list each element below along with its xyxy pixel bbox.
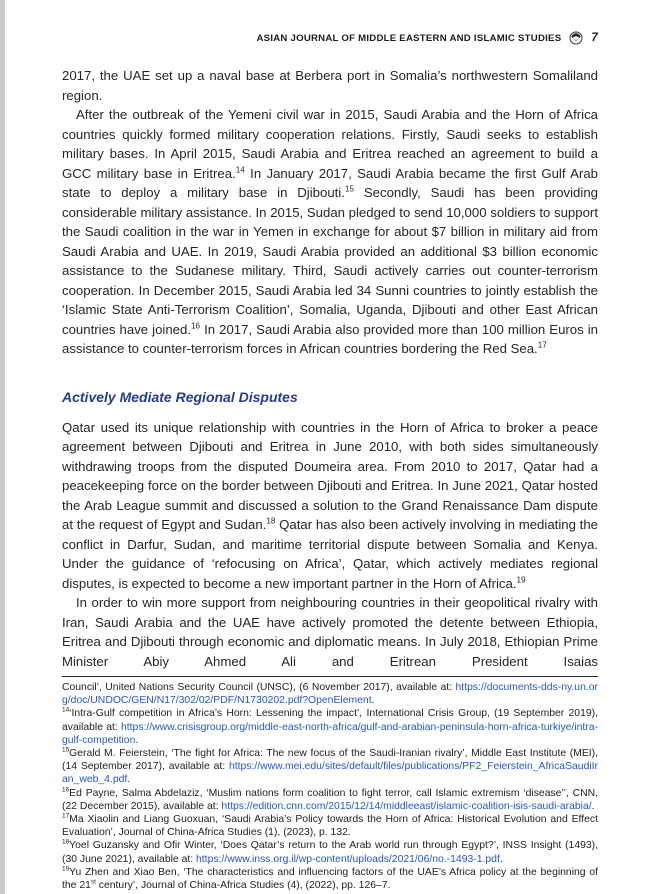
footnote-ref: 19 <box>62 865 70 873</box>
footnote: $^{16}$Ed Payne, Salma Abdelaziz, ‘Muslim nations form coalition to fight terror, call Islamic extremism ‘disease’’, CNN, (22 December 2015), available at: https://edition.cnn.com/2015/12/14/middleeast/islamic-coalition-isis-saudi-arabia/. <box>62 786 598 812</box>
footnote-link[interactable]: https://www.inss.org.il/wp-content/uploads/2021/06/no.-1493-1.pdf <box>196 853 500 865</box>
viewer-page-edge <box>0 0 5 894</box>
footnote-ref: 16 <box>62 786 70 794</box>
footnote: $^{17}$Ma Xiaolin and Liang Guoxuan, ‘Saudi Arabia’s Policy towards the Horn of Africa: Historical Evolution and Effect Evaluation’, Journal of China-Africa Studies (1), (2023), p. 132. <box>62 812 598 839</box>
paragraphs-after-heading <box>62 418 598 672</box>
footnote-separator <box>62 676 598 677</box>
section-heading: Actively Mediate Regional Disputes <box>62 388 298 405</box>
footnote: $^{18}$Yoel Guzansky and Ofir Winter, ‘Does Qatar’s return to the Arab world run through Egypt?’, INSS Insight (1493), (30 June 2021), available at: https://www.inss.org.il/wp-content/uploads/2021/06/no.-1493-1.pdf. <box>62 838 598 865</box>
footnote-ref: 16 <box>191 321 201 331</box>
footnote-link[interactable]: https://edition.cnn.com/2015/12/14/middleeast/islamic-coalition-isis-saudi-arabia/ <box>221 800 592 812</box>
footnote: $^{15}$Gerald M. Feierstein, ‘The fight for Africa: The new focus of the Saudi-Iranian rivalry’, Middle East Institute (MEI), (14 September 2017), available at: https://www.mei.edu/sites/default/files/publications/PF2_Feierstein_AfricaSaudiIran_web_4.pdf. <box>62 746 598 786</box>
footnote-ref: 15 <box>344 184 355 194</box>
footnote: $^{14}$‘Intra-Gulf competition in Africa’s Horn: Lessening the impact’, International Crisis Group, (19 September 2019), available at: https://www.crisisgroup.org/middle-east-north-africa/gulf-and-arabian-peninsula-horn-africa-turkiye/intra-gulf-competition. <box>62 706 598 746</box>
paragraphs-before-heading <box>62 66 598 359</box>
journal-logo-icon <box>569 31 583 45</box>
page-number: 7 <box>591 32 598 44</box>
footnote-link[interactable]: https://www.mei.edu/sites/default/files/publications/PF2_Feierstein_AfricaSaudiIran_web_4.pdf <box>62 761 598 786</box>
ordinal-suffix: st <box>90 878 96 886</box>
footnote-ref: 18 <box>62 838 70 846</box>
body-paragraph: After the outbreak of the Yemeni civil war in 2015, Saudi Arabia and the Horn of Africa countries quickly formed military cooperation relations. Firstly, Saudi seeks to establish military bases. In April 2015, Saudi Arabia and Eritrea reached an agreement to build a GCC military base in Eritrea.$^{14}$ In January 2017, Saudi Arabia became the first Gulf Arab state to deploy a military base in Djibouti.$^{15}$ Secondly, Saudi has been providing considerable military assistance. In 2015, Sudan pledged to send 10,000 soldiers to support the Saudi coalition in the war in Yemen in exchange for about $7 billion in military aid from Saudi Arabia and UAE. In 2019, Saudi Arabia provided an additional $3 billion economic assistance to the Sudanese military. Third, Saudi actively carries out counter-terrorism cooperation. In December 2015, Saudi Arabia led 34 Sunni countries to jointly establish the ‘Islamic State Anti-Terrorism Coalition’, Somalia, Uganda, Djibouti and other East African countries have joined.$^{16}$ In 2017, Saudi Arabia also provided more than 100 million Euros in assistance to counter-terrorism forces in African countries bordering the Red Sea.$^{17}$ <box>62 107 599 356</box>
body-paragraph: 2017, the UAE set up a naval base at Berbera port in Somalia’s northwestern Somaliland region. <box>62 68 598 103</box>
footnote: $^{19}$Yu Zhen and Xiao Ben, ‘The characteristics and influencing factors of the UAE’s Africa policy at the beginning of the 21st century’, Journal of China-Africa Studies (4), (2022), pp. 126–7. <box>62 865 598 892</box>
body-paragraph: In order to win more support from neighbouring countries in their geopolitical rivalry with Iran, Saudi Arabia and the UAE have actively promoted the detente between Ethiopia, Eritrea and Djibouti through economic and diplomatic means. In July 2018, Ethiopian Prime Minister Abiy Ahmed Ali and Eritrean President Isaias <box>62 595 598 669</box>
footnote-ref: 19 <box>516 575 526 585</box>
journal-title: ASIAN JOURNAL OF MIDDLE EASTERN AND ISLAMIC STUDIES <box>256 32 562 44</box>
article-page <box>62 0 598 892</box>
footnote-ref: 14 <box>235 165 245 175</box>
article-body <box>62 66 598 671</box>
footnote-ref: 17 <box>537 340 547 350</box>
footnote-ref: 18 <box>266 516 276 526</box>
footnote-ref: 15 <box>62 746 70 754</box>
footnote: Council’, United Nations Security Council (UNSC), (6 November 2017), available at: https://documents-dds-ny.un.org/doc/UNDOC/GEN/N17/302/02/PDF/N1730202.pdf?OpenElement. <box>62 682 598 707</box>
body-paragraph: Qatar used its unique relationship with countries in the Horn of Africa to broker a peace agreement between Djibouti and Eritrea in June 2010, with both sides simultaneously withdrawing troops from the disputed Doumeira area. From 2010 to 2017, Qatar had a peacekeeping force on the border between Djibouti and Eritrea. In June 2021, Qatar hosted the Arab League summit and discussed a solution to the Grand Renaissance Dam dispute at the request of Egypt and Sudan.$^{18}$ Qatar has also been actively involving in mediating the conflict in Darfur, Sudan, and maritime territorial dispute between Somalia and Kenya. Under the guidance of ‘refocusing on Africa’, Qatar, which actively mediates regional disputes, is expected to become a new important partner in the Horn of Africa.$^{19}$ <box>62 419 598 591</box>
footnote-ref: 14 <box>62 706 70 714</box>
footnote-ref: 17 <box>62 812 70 820</box>
footnotes-block <box>62 681 598 892</box>
footnote-link[interactable]: https://documents-dds-ny.un.org/doc/UNDOC/GEN/N17/302/02/PDF/N1730202.pdf?OpenElement <box>62 682 598 707</box>
footnote-link[interactable]: https://www.crisisgroup.org/middle-east-north-africa/gulf-and-arabian-peninsula-horn-africa-turkiye/intra-gulf-competition <box>62 721 598 746</box>
page-header <box>62 31 598 45</box>
